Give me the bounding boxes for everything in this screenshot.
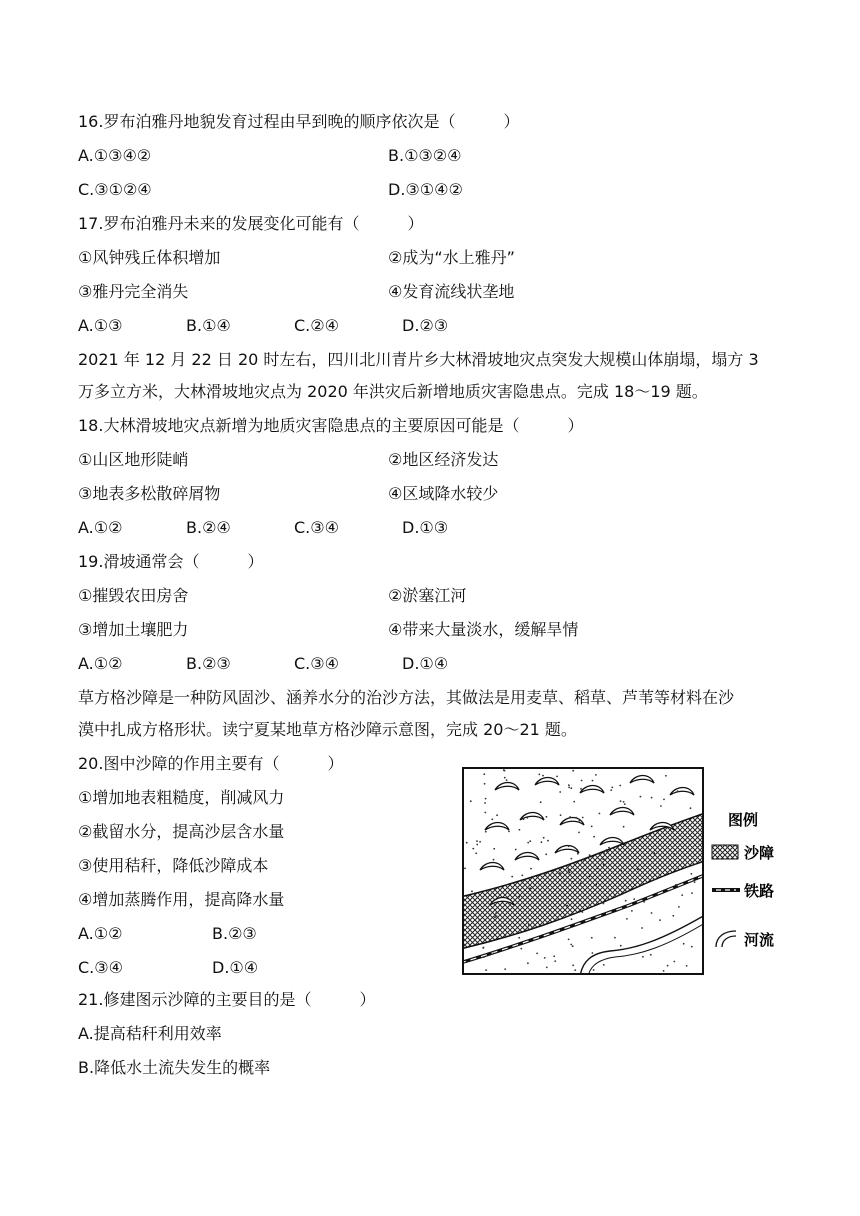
q20-item-4: ④增加蒸腾作用，提高降水量 [78,890,285,909]
sand-dot [690,835,692,837]
q20-item-2: ②截留水分，提高沙层含水量 [78,822,285,841]
sand-dot [466,922,468,924]
q16-stem: 16.罗布泊雅丹地貌发育过程由早到晚的顺序依次是（ ） [78,112,520,131]
sand-dot [570,944,572,946]
sand-dot [528,924,530,926]
q19-items-row2 [78,620,579,640]
q18-item-1: ①山区地形陡峭 [78,450,189,469]
sand-dot [572,945,574,947]
sand-dot [483,956,485,958]
sand-dot [506,779,508,781]
sand-dot [603,864,605,866]
sand-dot [663,799,665,801]
sand-dot [527,842,529,844]
sand-dot [538,774,540,776]
q21-option-a: A.提高秸秆利用效率 [78,1024,222,1043]
sand-dot [520,948,522,950]
sand-dot [479,841,481,843]
sand-dot [676,823,678,825]
q17-options [78,316,448,336]
sand-dot [544,957,546,959]
sand-dot [476,840,478,842]
sand-dot [545,853,547,855]
q18-option-a: A.①② [78,518,123,537]
sand-dot [526,817,528,819]
sand-dot [476,844,478,846]
sand-dot [566,905,568,907]
q17-items-row1 [78,248,515,268]
q18-item-4: ④区域降水较少 [388,484,499,503]
q19-items-row1 [78,586,467,606]
q18-option-c: C.③④ [294,518,339,537]
sand-dot [694,881,696,883]
q18-items-row1 [78,450,499,470]
sand-dot [574,969,576,971]
sand-dot [521,875,523,877]
q19-option-a: A.①② [78,654,123,673]
sand-barrier-figure [460,765,790,977]
q19-options [78,654,448,674]
sand-dot [546,967,548,969]
q18-item-3: ③地表多松散碎屑物 [78,484,221,503]
sand-dot [673,961,675,963]
q17-option-d: D.②③ [402,316,449,335]
q17-item-2: ②成为“水上雅丹” [388,248,515,267]
sand-dot [677,790,679,792]
sand-dot [571,918,573,920]
q21-stem: 21.修建图示沙障的主要目的是（ ） [78,990,376,1009]
sand-dot [546,816,548,818]
sand-dot [572,964,574,966]
q20-item-3: ③使用秸秆，降低沙障成本 [78,856,269,875]
sand-dot [595,884,597,886]
sand-dot [641,898,643,900]
sand-dot [589,854,591,856]
sand-dot [482,947,484,949]
q16-options-row1 [78,146,462,166]
sand-dot [556,776,558,778]
sand-dot [582,817,584,819]
legend-title: 图例 [728,811,759,829]
sand-dot [568,845,570,847]
sand-dot [583,859,585,861]
sand-dot [559,791,561,793]
q18-stem: 18.大林滑坡地灾点新增为地质灾害隐患点的主要原因可能是（ ） [78,416,584,435]
sand-dot [519,919,521,921]
q16-option-c: C.③①②④ [78,180,152,199]
sand-dot [563,880,565,882]
q16-option-d: D.③①④② [388,180,463,199]
q17-option-c: C.②④ [294,316,339,335]
sand-dot [580,882,582,884]
q19-option-b: B.②③ [186,654,231,673]
sand-dot [478,919,480,921]
sand-dot [599,813,601,815]
sand-dot [673,853,675,855]
q19-option-c: C.③④ [294,654,339,673]
sand-dot [540,801,542,803]
sand-dot [651,797,653,799]
sand-dot [611,787,613,789]
sand-dot [570,787,572,789]
sand-dot [559,872,561,874]
sand-dot [596,868,598,870]
sand-dot [529,887,531,889]
sand-dot [523,818,525,820]
sand-dot [494,916,496,918]
sand-dot [572,881,574,883]
sand-dot [672,915,674,917]
sand-dot [691,946,693,948]
legend-sand-barrier-label: 沙障 [744,844,775,862]
sand-dot [483,773,485,775]
sand-dot [691,873,693,875]
sand-dot [531,927,533,929]
sand-dot [484,783,486,785]
legend-sand-barrier-swatch [712,845,738,859]
q17-stem: 17.罗布泊雅丹未来的发展变化可能有（ ） [78,214,424,233]
sand-dot [527,962,529,964]
sand-dot [504,968,506,970]
sand-dot [690,807,692,809]
sand-dot [651,912,653,914]
q18-options [78,518,448,538]
passage1-line2: 万多立方米，大林滑坡地灾点为 2020 年洪灾后新增地质灾害隐患点。完成 18～19 题。 [78,382,708,401]
sand-dot [508,902,510,904]
sand-dot [577,853,579,855]
q18-option-d: D.①③ [402,518,449,537]
legend-river-label: 河流 [744,931,775,949]
sand-dot [568,787,570,789]
sand-dot [626,918,628,920]
legend-river-swatch [716,931,736,947]
sand-dot [674,839,676,841]
passage1-line1: 2021 年 12 月 22 日 20 时左右，四川北川青片乡大林滑坡地灾点突发大规模山体崩塌，塌方 3 [78,350,759,369]
q20-options-row1 [78,924,257,944]
sand-dot [675,884,677,886]
sand-dot [656,893,658,895]
sand-dot [573,801,575,803]
legend-railway-label: 铁路 [744,882,775,900]
sand-dot [575,817,577,819]
sand-dot [623,801,625,803]
sand-dot [591,826,593,828]
sand-dot [663,970,665,972]
sand-dot [578,832,580,834]
q18-option-b: B.②④ [186,518,231,537]
q19-stem: 19.滑坡通常会（ ） [78,552,264,571]
q16-option-a: A.①③④② [78,146,152,165]
sand-dot [571,858,573,860]
q20-stem: 20.图中沙障的作用主要有（ ） [78,754,344,773]
sand-dot [620,945,622,947]
sand-dot [554,960,556,962]
sand-dot [496,814,498,816]
q16-option-b: B.①③②④ [388,146,462,165]
map-area [460,768,705,977]
q18-items-row2 [78,484,499,504]
sand-dot [553,955,555,957]
sand-dot [494,929,496,931]
sand-dot [620,870,622,872]
sand-dot [643,901,645,903]
sand-dot [683,943,685,945]
sand-dot [603,903,605,905]
sand-dot [491,818,493,820]
sand-dot [542,775,544,777]
q18-item-2: ②地区经济发达 [388,450,499,469]
sand-dot [515,849,517,851]
sand-dot [603,852,605,854]
sand-dot [560,814,562,816]
q17-item-1: ①风钟残丘体积增加 [78,248,221,267]
sand-dot [475,852,477,854]
sand-dot [504,770,506,772]
sand-dot [654,852,656,854]
sand-dot [484,812,486,814]
sand-dot [511,876,513,878]
sand-dot [618,848,620,850]
q17-items-row2 [78,282,515,302]
sand-dot [500,925,502,927]
sand-dot [493,951,495,953]
sand-dot [493,859,495,861]
sand-dot [678,906,680,908]
sand-dot [592,952,594,954]
sand-dot [519,829,521,831]
sand-dot [543,837,545,839]
sand-dot [603,964,605,966]
sand-dot [614,937,616,939]
sand-dot [610,789,612,791]
sand-dot [593,836,595,838]
sand-dot [472,848,474,850]
sand-dot [466,842,468,844]
sand-dot [518,896,520,898]
q20-option-a: A.①② [78,924,123,943]
sand-dot [641,927,643,929]
sand-dot [606,849,608,851]
sand-dot [464,868,466,870]
q20-option-b: B.②③ [212,924,257,943]
sand-dot [495,912,497,914]
sand-dot [619,785,621,787]
sand-dot [496,915,498,917]
sand-dot [681,894,683,896]
sand-dot [582,911,584,913]
q17-item-4: ④发育流线状垄地 [388,282,515,301]
sand-dot [665,775,667,777]
sand-dot [642,956,644,958]
sand-dot [640,796,642,798]
sand-dot [485,969,487,971]
q20-option-c: C.③④ [78,958,123,977]
sand-dot [579,820,581,822]
sand-dot [484,802,486,804]
passage2-line1: 草方格沙障是一种防风固沙、涵养水分的治沙方法，其做法是用麦草、稻草、芦苇等材料在沙 [78,688,735,707]
sand-dot [602,858,604,860]
sand-dot [485,831,487,833]
q17-option-b: B.①④ [186,316,231,335]
sand-dot [637,869,639,871]
q21-option-b: B.降低水土流失发生的概率 [78,1058,271,1077]
sand-dot [568,784,570,786]
q19-item-3: ③增加土壤肥力 [78,620,189,639]
sand-dot [536,953,538,955]
legend [712,811,774,949]
sand-dot [623,826,625,828]
sand-dot [493,848,495,850]
sand-dot [580,788,582,790]
sand-dot [529,840,531,842]
sand-dot [589,876,591,878]
sand-dot [504,777,506,779]
q19-option-d: D.①④ [402,654,449,673]
q19-item-4: ④带来大量淡水，缓解旱情 [388,620,579,639]
q17-option-a: A.①③ [78,316,123,335]
sand-dot [633,898,635,900]
sand-dot [608,847,610,849]
sand-dot [547,840,549,842]
sand-dot [530,868,532,870]
sand-dot [631,910,633,912]
sand-dot [569,816,571,818]
sand-dot [485,798,487,800]
sand-dot [593,969,595,971]
q20-options-row2 [78,958,258,978]
sand-dot [667,965,669,967]
sand-dot [686,965,688,967]
sand-dot [518,937,520,939]
sand-dot [595,774,597,776]
sand-dot [568,939,570,941]
sand-dot [659,919,661,921]
sand-dot [625,900,627,902]
sand-dot [572,770,574,772]
sand-dot [620,800,622,802]
sand-dot [691,892,693,894]
sand-dot [471,890,473,892]
sand-dot [508,831,510,833]
q20-option-d: D.①④ [212,958,259,977]
q19-item-2: ②淤塞江河 [388,586,467,605]
sand-dot [569,871,571,873]
sand-dot [650,954,652,956]
q16-options-row2 [78,180,463,200]
sand-dot [624,803,626,805]
q17-item-3: ③雅丹完全消失 [78,282,189,301]
sand-dot [470,800,472,802]
sand-dot [541,841,543,843]
sand-dot [581,780,583,782]
passage2-line2: 漠中扎成方格形状。读宁夏某地草方格沙障示意图，完成 20～21 题。 [78,720,577,739]
sand-dot [591,937,593,939]
q19-item-1: ①摧毁农田房舍 [78,586,189,605]
q20-item-1: ①增加地表粗糙度，削减风力 [78,788,285,807]
sand-dot [660,805,662,807]
sand-dot [592,780,594,782]
sand-dot [568,869,570,871]
